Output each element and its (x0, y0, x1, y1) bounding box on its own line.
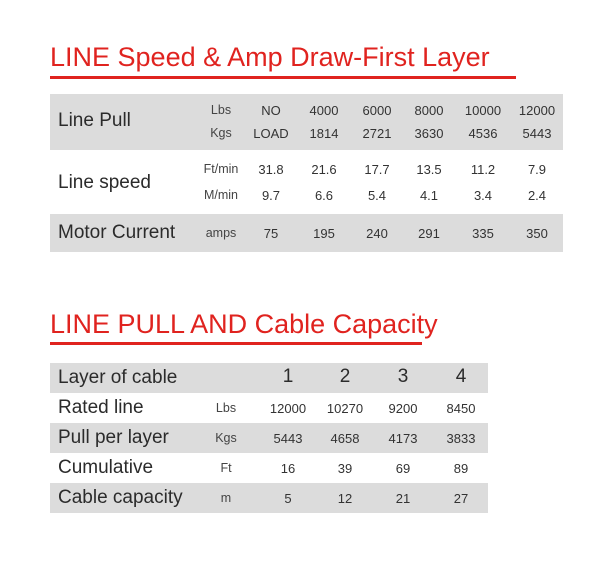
line-speed-label: Line speed (58, 172, 151, 193)
section1-title-underline (50, 76, 516, 79)
section2-title: LINE PULL AND Cable Capacity (50, 309, 438, 339)
cable-cell: 8450 (446, 401, 476, 416)
line-pull-lbs-cell: 4000 (309, 103, 339, 118)
cable-row-cumulative (50, 453, 488, 483)
line-speed-ft-cell: 31.8 (258, 162, 284, 177)
line-speed-ft-cell: 17.7 (364, 162, 390, 177)
cable-cell: 39 (337, 461, 353, 476)
line-speed-m-cell: 4.1 (419, 188, 439, 203)
cable-cell: 69 (395, 461, 411, 476)
motor-current-row (50, 214, 563, 252)
cable-row-unit: Lbs (215, 401, 237, 415)
line-speed-ft-cell: 11.2 (470, 162, 496, 177)
line-pull-kgs-cell: 5443 (522, 126, 552, 141)
line-speed-m-cell: 2.4 (527, 188, 547, 203)
line-pull-lbs-cell: 8000 (414, 103, 444, 118)
cable-cell: 5443 (273, 431, 303, 446)
cable-row-unit: Ft (220, 461, 232, 475)
cable-cell: 4173 (388, 431, 418, 446)
line-speed-m-cell: 9.7 (261, 188, 281, 203)
section2-title-underline (50, 342, 422, 345)
layer-number: 1 (282, 366, 294, 387)
line-pull-kgs-cell: 2721 (362, 126, 392, 141)
cable-cell: 5 (284, 491, 292, 506)
cable-cell: 4658 (330, 431, 360, 446)
cable-cell: 21 (395, 491, 411, 506)
cable-row-label: Cumulative (58, 457, 154, 478)
line-speed-m-cell: 5.4 (367, 188, 387, 203)
cable-row-label: Pull per layer (58, 427, 169, 448)
motor-current-unit: amps (205, 226, 237, 240)
motor-current-cell: 350 (526, 226, 548, 241)
cable-cell: 12000 (269, 401, 307, 416)
cable-row-unit: m (220, 491, 232, 505)
line-pull-unit-lbs: Lbs (210, 103, 232, 117)
line-speed-ft-cell: 13.5 (416, 162, 442, 177)
cable-cell: 89 (453, 461, 469, 476)
line-pull-lbs-cell: NO (261, 103, 281, 118)
cable-row-label: Cable capacity (58, 487, 183, 508)
motor-current-label: Motor Current (58, 222, 176, 243)
cable-row-unit: Kgs (215, 431, 237, 445)
motor-current-cell: 195 (313, 226, 335, 241)
line-pull-unit-kgs: Kgs (210, 126, 232, 140)
cable-cell: 3833 (446, 431, 476, 446)
line-pull-label: Line Pull (58, 110, 131, 131)
cable-row-pull-per-layer (50, 423, 488, 453)
line-pull-lbs-cell: 10000 (464, 103, 502, 118)
line-pull-kgs-cell: 1814 (309, 126, 339, 141)
line-pull-lbs-cell: 12000 (518, 103, 556, 118)
motor-current-cell: 291 (418, 226, 440, 241)
line-pull-lbs-cell: 6000 (362, 103, 392, 118)
cable-cell: 10270 (326, 401, 364, 416)
cable-row-label: Layer of cable (58, 367, 178, 388)
cable-cell: 9200 (388, 401, 418, 416)
line-speed-m-cell: 3.4 (473, 188, 493, 203)
line-speed-table (50, 94, 563, 252)
layer-number: 4 (455, 366, 467, 387)
motor-current-cell: 240 (366, 226, 388, 241)
cable-cell: 27 (453, 491, 469, 506)
cable-cell: 12 (337, 491, 353, 506)
layer-number: 3 (397, 366, 409, 387)
line-speed-unit-ftmin: Ft/min (203, 162, 239, 176)
line-speed-ft-cell: 7.9 (527, 162, 547, 177)
cable-capacity-table (50, 363, 488, 513)
motor-current-cell: 75 (263, 226, 279, 241)
line-pull-kgs-cell: 4536 (468, 126, 498, 141)
line-speed-unit-mmin: M/min (203, 188, 239, 202)
cable-cell: 16 (280, 461, 296, 476)
line-pull-kgs-cell: 3630 (414, 126, 444, 141)
cable-row-layer (50, 363, 488, 393)
cable-row-cable-capacity (50, 483, 488, 513)
cable-row-label: Rated line (58, 397, 144, 418)
line-speed-row (50, 154, 563, 210)
cable-row-rated-line (50, 393, 488, 423)
line-speed-ft-cell: 21.6 (311, 162, 337, 177)
line-speed-m-cell: 6.6 (314, 188, 334, 203)
line-pull-kgs-cell: LOAD (253, 126, 289, 141)
line-pull-row (50, 94, 563, 150)
section1-title: LINE Speed & Amp Draw-First Layer (50, 42, 490, 72)
motor-current-cell: 335 (472, 226, 494, 241)
layer-number: 2 (339, 366, 351, 387)
